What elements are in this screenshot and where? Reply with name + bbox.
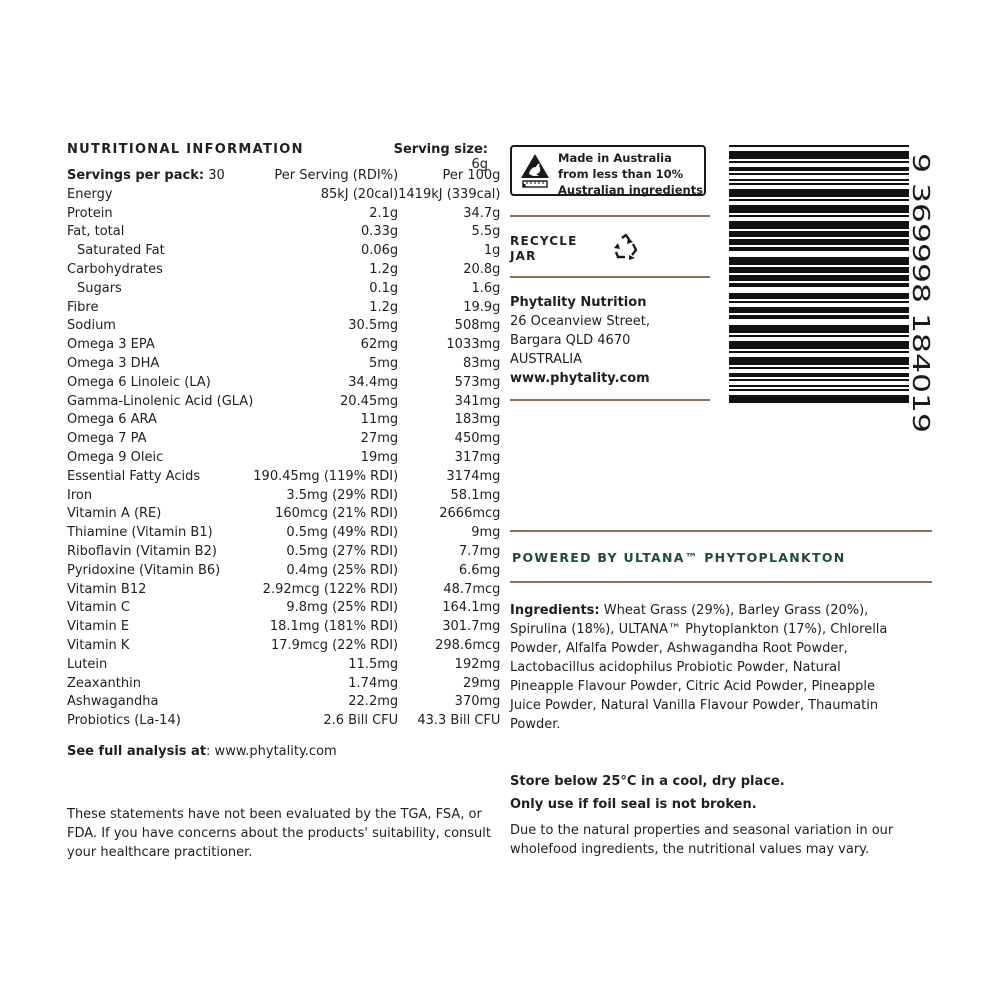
kangaroo-triangle-icon [520,153,550,189]
nutrition-row [67,543,500,562]
per-serving-value: 22.2mg [348,694,399,710]
nutrient-name: Omega 7 PA [67,431,147,447]
barcode-bar [729,275,909,281]
recycle-icon [612,233,640,261]
barcode-bar [729,367,909,369]
barcode-bar [729,395,909,403]
per-100g-value: 192mg [454,656,501,672]
per-serving-value: 20.45mg [340,393,399,409]
barcode-bar [729,151,909,159]
nutrition-row [67,186,500,205]
column-header-per-100g: Per 100g [442,168,501,183]
nutrition-row [67,712,500,731]
nutrient-name: Essential Fatty Acids [67,468,201,484]
barcode-bar [729,145,909,147]
per-serving-value: 1.2g [369,261,399,277]
nutrient-name: Vitamin A (RE) [67,506,162,522]
nutrition-row [67,656,500,675]
nutrition-row [67,468,500,487]
nutrient-name: Pyridoxine (Vitamin B6) [67,562,221,578]
per-100g-value: 1419kJ (339cal) [398,186,501,202]
nutrition-row [67,411,500,430]
barcode-bar [729,351,909,353]
nutrient-name: Thiamine (Vitamin B1) [67,525,213,541]
nutrient-name: Omega 3 DHA [67,355,160,371]
nutrient-name: Saturated Fat [77,243,165,259]
barcode-bar [729,257,909,265]
seal-instruction: Only use if foil seal is not broken. [510,797,757,812]
barcode-number [906,153,936,435]
nutrition-row [67,299,500,318]
per-100g-value: 301.7mg [442,619,501,635]
barcode-bar [729,357,909,365]
nutrition-row [67,336,500,355]
nutrient-name: Vitamin K [67,637,130,653]
nutrition-row [67,355,500,374]
per-100g-value: 43.3 Bill CFU [417,713,501,729]
barcode-bar [729,267,909,273]
per-serving-value: 19mg [360,449,399,465]
column-header-per-serving: Per Serving (RDI%) [274,168,399,183]
barcode-bar [729,325,909,333]
per-serving-value: 0.1g [369,280,399,296]
per-100g-value: 5.5g [471,224,501,240]
made-in-line-3: Australian ingredients [558,183,704,197]
divider [510,276,710,278]
barcode-bar [729,335,909,337]
per-serving-value: 2.1g [369,205,399,221]
barcode-bar [729,179,909,181]
company-city: Bargara QLD 4670 [510,333,631,348]
per-100g-value: 2666mcg [439,506,501,522]
nutrient-name: Vitamin C [67,600,131,616]
nutrient-name: Omega 3 EPA [67,337,155,353]
barcode-bar [729,205,909,213]
per-serving-value: 2.92mcg (122% RDI) [262,581,399,597]
barcode-bar [729,385,909,387]
per-100g-value: 341mg [454,393,501,409]
per-100g-value: 1g [483,243,501,259]
divider [510,399,710,401]
nutrition-title: NUTRITIONAL INFORMATION [67,142,304,157]
per-100g-value: 508mg [454,318,501,334]
per-100g-value: 1033mg [446,337,501,353]
nutrient-name: Fat, total [67,224,125,240]
per-100g-value: 20.8g [463,261,501,277]
nutrient-name: Energy [67,186,113,202]
ingredients-text: Wheat Grass (29%), Barley Grass (20%), Spirulina (18%), ULTANA™ Phytoplankton (17%), Chlorella Powder, Alfalfa Powder, Ashwagandha Root Powder, Lactobacillus acidophilus Probiotic Powder, Natural Pineapple Flavour Powder, Citric Acid Powder, Pineapple Juice Powder, Natural Vanilla Flavour Powder, Thaumatin Powder. [510,603,888,732]
per-serving-value: 30.5mg [348,318,399,334]
per-100g-value: 83mg [462,355,501,371]
per-serving-value: 2.6 Bill CFU [323,713,399,729]
nutrition-row [67,449,500,468]
barcode-bar [729,283,909,287]
nutrition-row [67,430,500,449]
nutrient-name: Lutein [67,656,108,672]
per-100g-value: 298.6mcg [435,637,501,653]
barcode-bar [729,247,909,251]
nutrient-name: Protein [67,205,113,221]
nutrient-name: Riboflavin (Vitamin B2) [67,543,217,559]
nutrition-row [67,599,500,618]
barcode [729,145,909,403]
per-serving-value: 11.5mg [348,656,399,672]
per-serving-value: 17.9mcg (22% RDI) [270,637,399,653]
per-serving-value: 160mcg (21% RDI) [275,506,399,522]
disclaimer: These statements have not been evaluated by the TGA, FSA, or FDA. If you have concerns about the products' suitability, consult your healthcare practitioner. [67,807,492,860]
nutrition-row [67,637,500,656]
nutrition-row [67,581,500,600]
per-serving-value: 34.4mg [348,374,399,390]
company-street: 26 Oceanview Street, [510,314,650,329]
barcode-bar [729,341,909,349]
per-serving-value: 1.74mg [348,675,399,691]
barcode-bar [729,167,909,171]
nutrient-name: Gamma-Linolenic Acid (GLA) [67,393,254,409]
serving-size-label: Serving size: [393,142,488,157]
barcode-bar [729,315,909,319]
per-100g-value: 317mg [454,449,501,465]
nutrition-row [67,205,500,224]
nutrient-name: Probiotics (La-14) [67,713,181,729]
nutrition-header-row [67,167,500,186]
per-serving-value: 0.4mg (25% RDI) [286,562,399,578]
made-in-line-2: from less than 10% [558,167,684,181]
per-serving-value: 5mg [368,355,399,371]
divider [510,215,710,217]
barcode-bar [729,239,909,245]
nutrition-row [67,393,500,412]
nutrition-row [67,487,500,506]
divider [510,530,932,532]
barcode-bar [729,161,909,163]
per-serving-value: 0.06g [360,243,399,259]
per-100g-value: 450mg [454,431,501,447]
barcode-bar [729,307,909,313]
ingredients [510,601,900,734]
storage-instruction: Store below 25°C in a cool, dry place. [510,774,785,789]
per-100g-value: 19.9g [463,299,501,315]
company-name: Phytality Nutrition [510,295,647,310]
barcode-bar [729,189,909,197]
company-address [510,293,650,388]
barcode-bar [729,379,909,381]
nutrient-name: Iron [67,487,93,503]
per-100g-value: 7.7mg [458,543,501,559]
full-analysis-note [67,744,337,759]
barcode-bar [729,293,909,299]
nutrition-row [67,505,500,524]
nutrient-name: Vitamin B12 [67,581,147,597]
recycle-line-2: JAR [510,249,537,263]
per-serving-value: 85kJ (20cal) [320,186,399,202]
servings-per-pack [67,167,253,186]
per-serving-value: 0.5mg (27% RDI) [286,543,399,559]
nutrition-row [67,524,500,543]
nutrient-name: Omega 6 ARA [67,412,157,428]
barcode-bar [729,389,909,391]
nutrient-name: Omega 9 Oleic [67,449,164,465]
per-100g-value: 3174mg [446,468,501,484]
nutrient-name: Omega 6 Linoleic (LA) [67,374,211,390]
nutrition-row [67,693,500,712]
per-serving-value: 62mg [360,337,399,353]
recycle-line-1: RECYCLE [510,234,578,248]
per-serving-value: 1.2g [369,299,399,315]
variation-note: Due to the natural properties and seasonal variation in our wholefood ingredients, the nutritional values may vary. [510,823,894,857]
nutrition-row [67,242,500,261]
nutrition-row [67,261,500,280]
barcode-bar [729,221,909,229]
nutrition-row [67,317,500,336]
made-in-australia-text [558,150,703,198]
nutrient-name: Vitamin E [67,619,130,635]
per-serving-value: 0.5mg (49% RDI) [286,525,399,541]
nutrition-row [67,675,500,694]
per-100g-value: 164.1mg [442,600,501,616]
nutrient-name: Zeaxanthin [67,675,141,691]
per-100g-value: 29mg [462,675,501,691]
analysis-url: : www.phytality.com [206,744,337,759]
serving-size-value: 6g [471,157,488,172]
nutrition-row [67,280,500,299]
servings-label: Servings per pack: [67,168,205,183]
per-100g-value: 573mg [454,374,501,390]
per-serving-value: 9.8mg (25% RDI) [286,600,399,616]
nutrient-name: Sugars [77,280,122,296]
nutrient-name: Ashwagandha [67,694,159,710]
barcode-bar [729,183,909,185]
per-serving-value: 18.1mg (181% RDI) [269,619,399,635]
per-100g-value: 48.7mcg [443,581,501,597]
per-100g-value: 183mg [454,412,501,428]
per-serving-value: 3.5mg (29% RDI) [286,487,399,503]
barcode-bar [729,215,909,217]
nutrition-row [67,374,500,393]
recycle-label [510,234,578,264]
per-serving-value: 11mg [360,412,399,428]
company-website: www.phytality.com [510,371,650,386]
powered-by-tagline: POWERED BY ULTANA™ PHYTOPLANKTON [512,550,846,565]
nutrient-name: Carbohydrates [67,261,163,277]
made-in-australia-badge [510,145,706,196]
per-100g-value: 34.7g [463,205,501,221]
per-100g-value: 370mg [454,694,501,710]
per-serving-value: 27mg [360,431,399,447]
divider [510,581,932,583]
per-100g-value: 58.1mg [450,487,501,503]
nutrition-row [67,618,500,637]
barcode-bar [729,231,909,237]
servings-value: 30 [208,168,225,183]
nutrition-row [67,223,500,242]
nutrition-row [67,562,500,581]
per-100g-value: 6.6mg [458,562,501,578]
per-100g-value: 9mg [471,525,501,541]
per-serving-value: 190.45mg (119% RDI) [253,468,399,484]
per-serving-value: 0.33g [360,224,399,240]
per-100g-value: 1.6g [471,280,501,296]
barcode-bar [729,301,909,303]
barcode-bar [729,173,909,175]
made-in-line-1: Made in Australia [558,151,672,165]
ingredients-label: Ingredients: [510,603,600,618]
analysis-label: See full analysis at [67,744,207,759]
nutrient-name: Sodium [67,318,116,334]
nutrient-name: Fibre [67,299,99,315]
barcode-bar [729,199,909,201]
company-country: AUSTRALIA [510,352,582,367]
nutrition-table [67,167,500,731]
barcode-digits: 9 369998 184019 [907,153,933,358]
barcode-bar [729,373,909,377]
